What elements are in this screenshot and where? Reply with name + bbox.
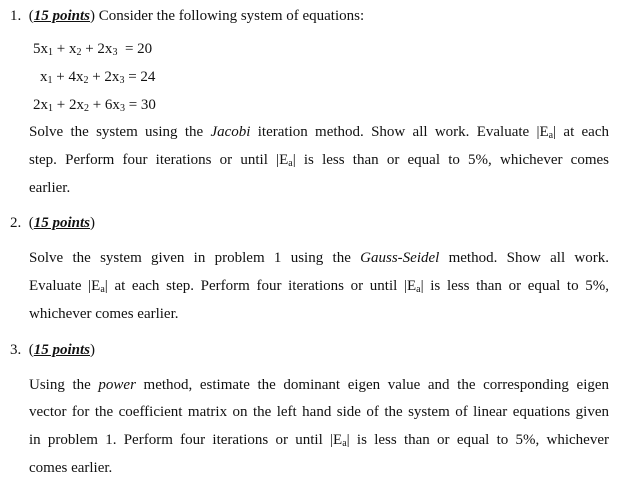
q1-method-jacobi: Jacobi bbox=[210, 124, 251, 140]
q3-line-1-pre: Using the bbox=[29, 377, 91, 393]
q3-method-power: power bbox=[98, 377, 136, 393]
q1-line-1-pre: Solve the system using the bbox=[29, 124, 204, 140]
q1-intro: Consider the following system of equations: bbox=[98, 8, 365, 24]
q1-line-1-end: | at each bbox=[553, 124, 610, 140]
q2-line-1-pre: Solve the system given in problem 1 using the bbox=[29, 250, 351, 266]
q1-line-2-pre: step. Perform four iterations or until |E bbox=[29, 152, 289, 168]
q3-line-2: vector for the coefficient matrix on the left hand side of the system of linear equations given bbox=[29, 404, 609, 420]
q2-line-2-end: | is less than or equal to 5%, bbox=[420, 278, 610, 294]
q3-line-1-post: method, estimate the dominant eigen value and the corresponding eigen bbox=[143, 377, 610, 393]
q2-line-3: whichever comes earlier. bbox=[29, 306, 179, 322]
q2-line-2: Evaluate $|E_a|$ at each step. Perform four iterations or until $|E_a|$ is less than or equal to 5%, bbox=[29, 278, 610, 295]
q1-line-1-post: iteration method. Show all work. Evaluate |E bbox=[257, 124, 549, 140]
q2-line-2-pre: Evaluate |E bbox=[29, 278, 101, 294]
q1-header: 1. (15 points) Consider the following system of equations: bbox=[10, 8, 365, 24]
q1-line-2-post: | is less than or equal to 5%, whichever comes bbox=[292, 152, 609, 168]
q2-line-1-post: method. Show all work. bbox=[448, 250, 609, 266]
q1-line-2: step. Perform four iterations or until $|E_a|$ is less than or equal to 5%, whichever comes bbox=[29, 152, 609, 169]
q1-line-3: earlier. bbox=[29, 180, 71, 196]
q1-number: 1. bbox=[10, 8, 22, 24]
q3-line-4: comes earlier. bbox=[29, 460, 113, 476]
q2-line-2-post: | at each step. Perform four iterations or until |E bbox=[104, 278, 417, 294]
equation-1-rhs: = 20 bbox=[124, 41, 153, 57]
q3-line-3: in problem 1. Perform four iterations or until $|E_a|$ is less than or equal to 5%, whichever bbox=[29, 432, 609, 449]
equation-2-rhs: = 24 bbox=[128, 69, 156, 85]
q3-points: 15 points bbox=[33, 342, 91, 358]
q2-header: 2. (15 points) bbox=[10, 215, 96, 231]
equation-3: $2x_1 + 2x_2 + 6x_3 = 30$ bbox=[33, 97, 156, 114]
equation-2: $x_1 + 4x_2 + 2x_3 = 24$ bbox=[40, 69, 156, 86]
q1-points: 15 points bbox=[33, 8, 91, 24]
q3-line-1 bbox=[29, 376, 609, 394]
q2-method-gauss-seidel: Gauss-Seidel bbox=[360, 250, 440, 266]
q1-line-1: Solve the system using the Jacobi iteration method. Show all work. Evaluate $|E_a|$ at each bbox=[29, 124, 610, 141]
equation-1: $5x_1 + x_2 + 2x_3 = 20$ bbox=[33, 41, 153, 58]
q3-header: 3. (15 points) bbox=[10, 342, 96, 358]
q3-line-3-post: | is less than or equal to 5%, whichever bbox=[346, 432, 609, 448]
equation-3-rhs: = 30 bbox=[128, 97, 156, 113]
q2-points: 15 points bbox=[33, 215, 91, 231]
q2-line-1 bbox=[29, 249, 609, 267]
q3-number: 3. bbox=[10, 342, 22, 358]
q2-number: 2. bbox=[10, 215, 22, 231]
q3-line-3-pre: in problem 1. Perform four iterations or until |E bbox=[29, 432, 343, 448]
